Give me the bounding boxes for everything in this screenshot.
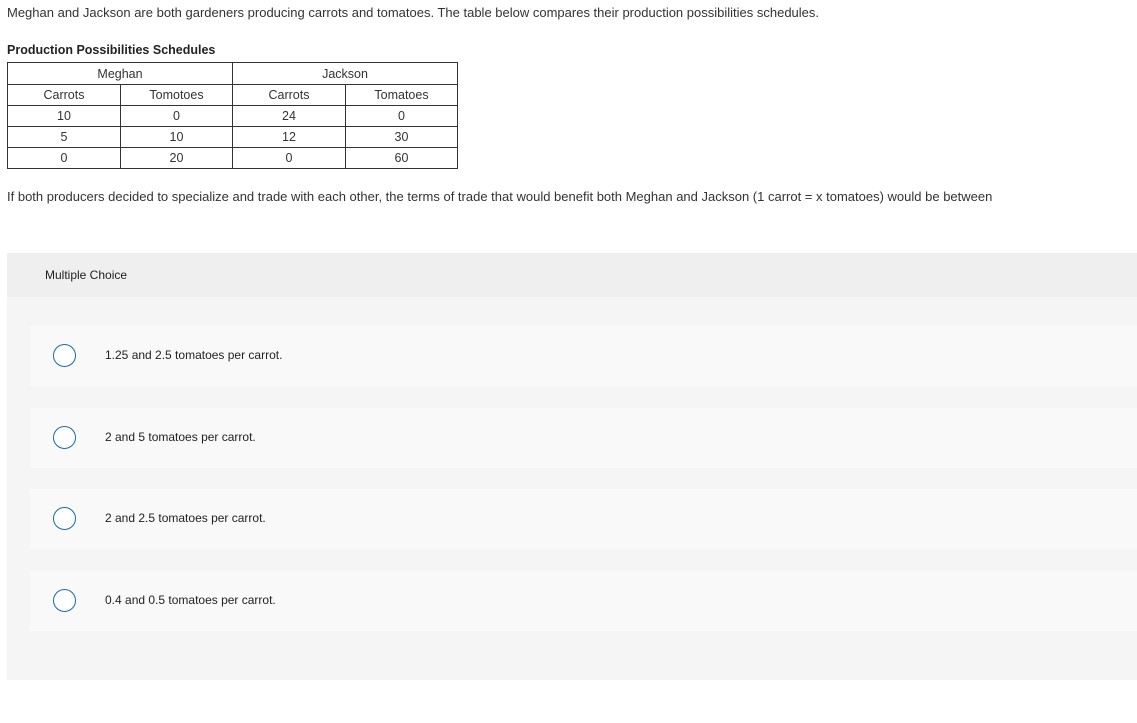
table-row [8, 106, 458, 127]
question-text: If both producers decided to specialize and trade with each other, the terms of trade that would benefit both Meghan and Jackson (1 carrot = x tomatoes) would be between [7, 189, 993, 204]
radio-button-icon[interactable] [53, 344, 76, 367]
group-header-meghan: Meghan [8, 63, 233, 85]
column-header-jackson-tomatoes: Tomatoes [346, 85, 458, 106]
answer-option-3[interactable] [30, 489, 1137, 549]
table-cell: 0 [121, 106, 233, 127]
answer-option-4[interactable] [30, 571, 1137, 631]
radio-button-icon[interactable] [53, 507, 76, 530]
column-header-meghan-tomatoes: Tomotoes [121, 85, 233, 106]
group-header-jackson: Jackson [233, 63, 458, 85]
table-group-header-row [8, 63, 458, 85]
answer-option-label: 2 and 2.5 tomatoes per carrot. [105, 511, 266, 525]
column-header-jackson-carrots: Carrots [233, 85, 346, 106]
multiple-choice-label: Multiple Choice [45, 268, 128, 282]
column-header-meghan-carrots: Carrots [8, 85, 121, 106]
table-cell: 20 [121, 148, 233, 169]
table-cell: 10 [8, 106, 121, 127]
table-cell: 10 [121, 127, 233, 148]
radio-button-icon[interactable] [53, 426, 76, 449]
multiple-choice-header [7, 253, 1137, 297]
table-row [8, 127, 458, 148]
multiple-choice-panel [7, 253, 1137, 680]
question-intro: Meghan and Jackson are both gardeners producing carrots and tomatoes. The table below compares their production possibilities schedules. [7, 5, 820, 20]
answer-option-1[interactable] [30, 326, 1137, 386]
table-cell: 60 [346, 148, 458, 169]
table-cell: 12 [233, 127, 346, 148]
table-cell: 0 [346, 106, 458, 127]
answer-option-label: 2 and 5 tomatoes per carrot. [105, 430, 256, 444]
radio-button-icon[interactable] [53, 589, 76, 612]
answer-option-label: 0.4 and 0.5 tomatoes per carrot. [105, 593, 276, 607]
table-cell: 0 [233, 148, 346, 169]
answer-option-label: 1.25 and 2.5 tomatoes per carrot. [105, 348, 283, 362]
table-cell: 24 [233, 106, 346, 127]
production-possibilities-table [7, 62, 458, 169]
table-cell: 5 [8, 127, 121, 148]
table-row [8, 148, 458, 169]
table-column-header-row [8, 85, 458, 106]
table-cell: 0 [8, 148, 121, 169]
table-cell: 30 [346, 127, 458, 148]
table-caption: Production Possibilities Schedules [7, 43, 216, 57]
answer-option-2[interactable] [30, 408, 1137, 468]
